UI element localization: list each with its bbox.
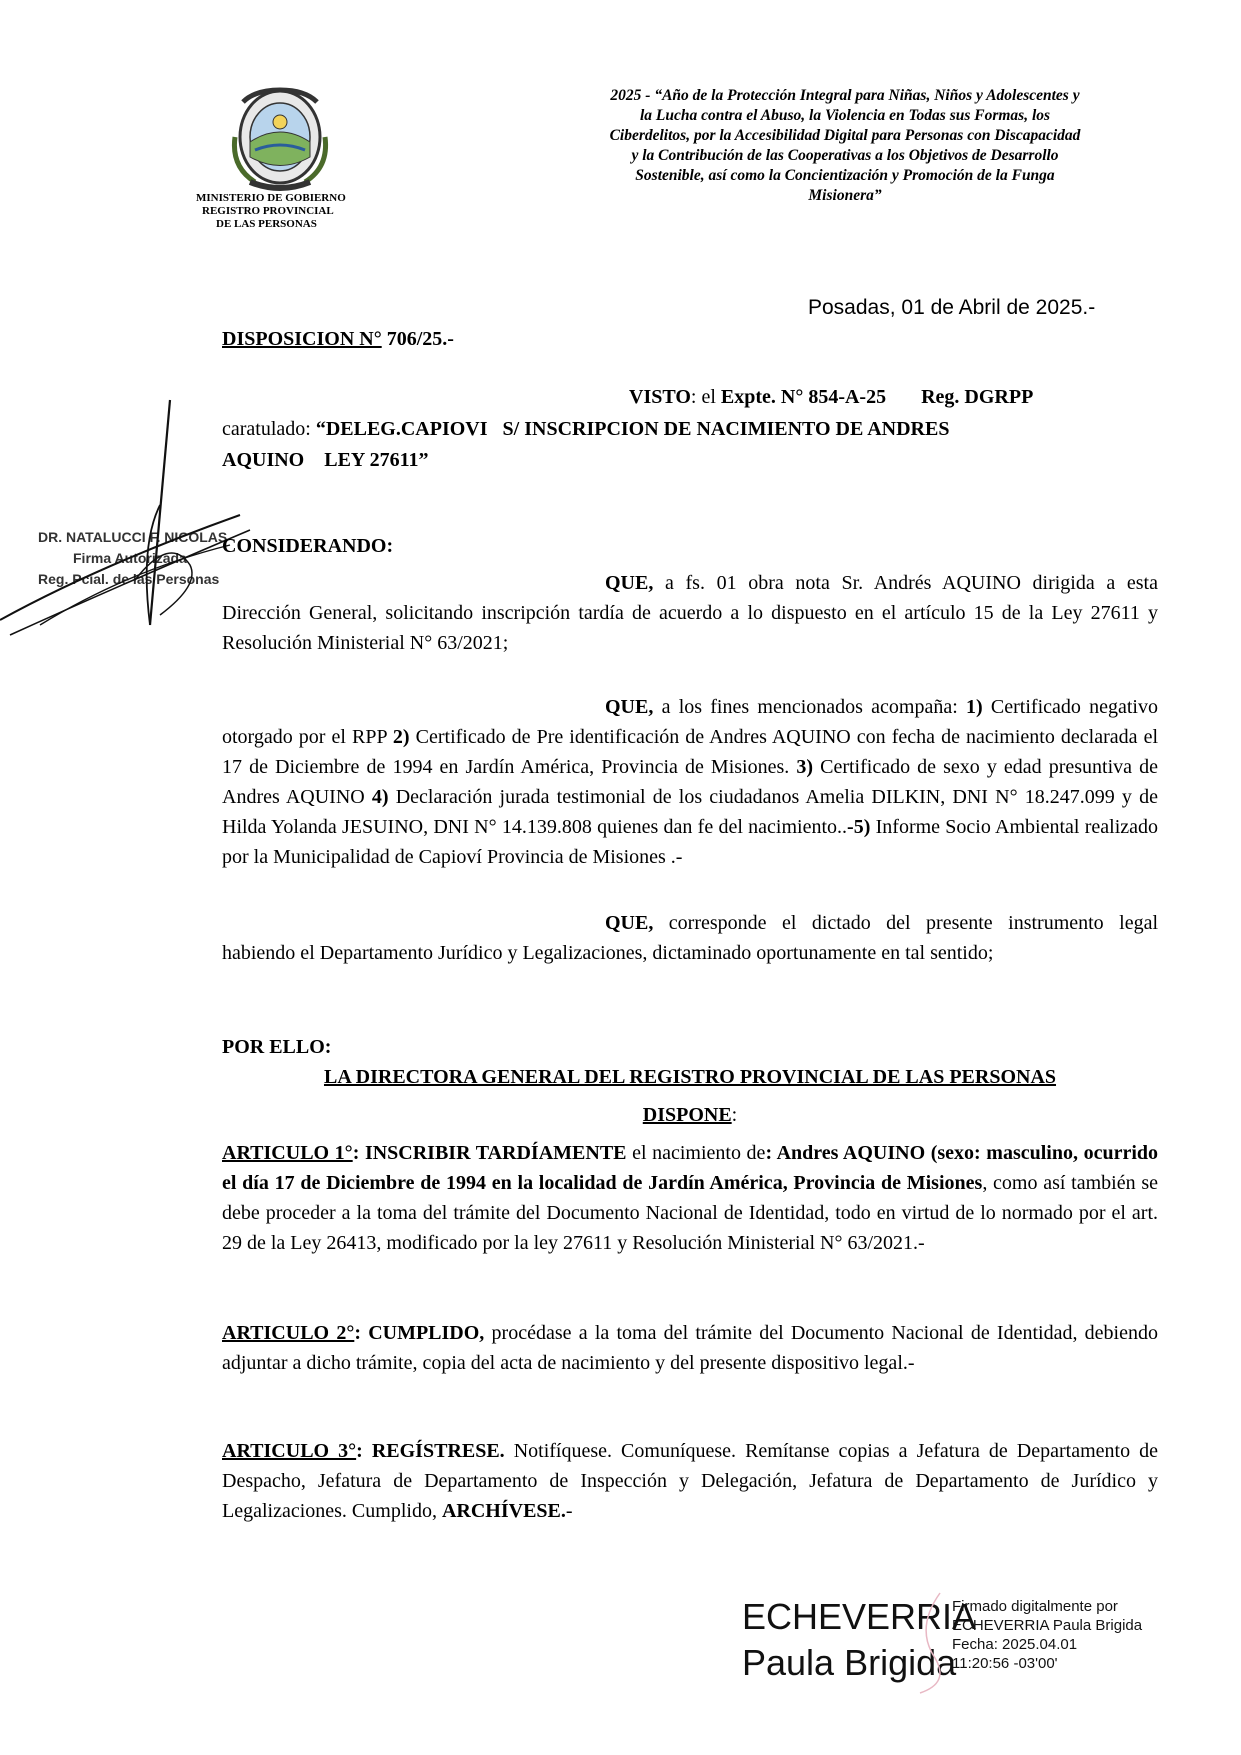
signature-info-line: Firmado digitalmente por [952,1598,1118,1615]
article-text: el nacimiento de [626,1142,766,1164]
dispone-label: DISPONE [642,1104,732,1126]
handwritten-signature [0,395,260,655]
que-text: Informe Socio Ambiental realizado por la Municipalidad de Capioví Provincia de Misiones .- [222,816,1159,868]
stamp-line: Firma Autorizada [73,550,187,566]
article-text: procédase a la toma del trámite del Documento Nacional de Identidad, debiendo adjuntar a dicho trámite, copia del acta de nacimiento y del presente dispositivo legal.- [222,1322,1158,1374]
ministry-line: REGISTRO PROVINCIAL [202,205,334,217]
que-text: Certificado de sexo y edad presuntiva de Andres AQUINO [222,756,1158,808]
ministry-heading [196,192,376,231]
signature-info-line: ECHEVERRIA Paula Brigida [952,1617,1143,1634]
year-motto [565,86,1125,206]
que-label: QUE, [605,696,654,718]
signature-flourish [905,1588,955,1698]
signer-surname: ECHEVERRIA [742,1596,977,1637]
motto-line: 2025 - “Año de la Protección Integral para Niñas, Niños y Adolescentes y [610,87,1080,104]
que-text: Certificado negativo otorgado por el RPP [222,696,1158,748]
dispone-heading [222,1104,1158,1127]
article-label: ARTICULO 3° [222,1440,357,1462]
directora-heading [222,1066,1158,1089]
province-seal-logo [225,82,335,192]
que-paragraph-1 [222,568,1158,658]
por-ello-heading: POR ELLO: [222,1036,332,1058]
directora-text: LA DIRECTORA GENERAL DEL REGISTRO PROVINCIAL DE LAS PERSONAS [323,1066,1057,1088]
document-date: Posadas, 01 de Abril de 2025.- [808,296,1096,319]
visto-label: VISTO [629,386,691,408]
disposition-number [222,328,454,351]
motto-line: Sostenible, así como la Concientización y Promoción de la Funga [635,167,1055,184]
que-label: QUE, [605,912,654,934]
que-label: QUE, [605,572,654,594]
article-text: Notifíquese. Comuníquese. Remítanse copias a Jefatura de Departamento de Despacho, Jefatura de Departamento de Inspección y Delegación, Jefatura de Departamento de Jurídico y Legalizaciones. Cumplido, [222,1440,1158,1522]
stamp-line: DR. NATALUCCI F. NICOLAS [38,529,228,545]
dispone-colon: : [731,1104,738,1126]
motto-line: Ciberdelitos, por la Accesibilidad Digital para Personas con Discapacidad [609,127,1081,144]
case-title-line: AQUINO LEY 27611” [222,449,429,471]
motto-line: y la Contribución de las Cooperativas a los Objetivos de Desarrollo [631,147,1059,164]
article-colon: : [354,1322,369,1344]
item-number: -5) [847,816,871,838]
ministry-line: MINISTERIO DE GOBIERNO [196,192,346,204]
que-text: Declaración jurada testimonial de los ciudadanos Amelia DILKIN, DNI N° 18.247.099 y de Hilda Yolanda JESUINO, DNI N° 14.139.808 quienes dan fe del nacimiento.. [222,786,1158,838]
item-number: 4) [371,786,389,808]
registry-code: Reg. DGRPP [921,386,1034,408]
article-colon: : [356,1440,372,1462]
article-colon: : [352,1142,365,1164]
motto-line: la Lucha contra el Abuso, la Violencia en Todas sus Formas, los [639,107,1051,124]
que-text: a los fines mencionados acompaña: [653,696,967,718]
article-bold-text: CUMPLIDO, [368,1322,485,1344]
disposition-value: 706/25.- [381,328,454,350]
case-title-line: “DELEG.CAPIOVI S/ INSCRIPCION DE NACIMIENTO DE ANDRES [315,418,950,440]
article-label: ARTICULO 1° [222,1142,353,1164]
ministry-line: DE LAS PERSONAS [216,218,317,230]
article-bold-text: REGÍSTRESE. [371,1440,505,1462]
caratulado-label: caratulado: [222,418,316,440]
stamp-line: Reg. Pcial. de las Personas [38,571,220,587]
expediente-number: Expte. N° 854-A-25 [720,386,887,408]
article-2 [222,1318,1158,1378]
article-label: ARTICULO 2° [222,1322,355,1344]
item-number: 2) [392,726,410,748]
item-number: 3) [796,756,814,778]
case-title [222,414,949,476]
article-bold-text: INSCRIBIR TARDÍAMENTE [364,1142,627,1164]
que-text: Certificado de Pre identificación de Andres AQUINO con fecha de nacimiento declarada el 17 de Diciembre de 1994 en Jardín América, Provincia de Misiones. [222,726,1159,778]
signer-given-name: Paula Brigida [742,1642,957,1683]
article-bold-text: ARCHÍVESE. [441,1500,566,1522]
item-number: 1) [966,696,983,718]
motto-line: Misionera” [808,187,882,204]
article-3 [222,1436,1158,1526]
visto-line [629,386,1033,409]
considerando-heading: CONSIDERANDO: [222,535,394,557]
que-paragraph-3 [222,908,1158,968]
visto-gap [886,386,921,408]
article-1 [222,1138,1158,1258]
que-text: a fs. 01 obra nota Sr. Andrés AQUINO dirigida a esta Dirección General, solicitando inscripción tardía de acuerdo a lo dispuesto en el artículo 15 de la Ley 27611 y Resolución Ministerial N° 63/2021; [222,572,1158,654]
que-text: corresponde el dictado del presente instrumento legal habiendo el Departamento Jurídico y Legalizaciones, dictaminado oportunamente en tal sentido; [222,912,1158,964]
article-text: , como así también se debe proceder a la toma del trámite del Documento Nacional de Identidad, todo en virtud de lo normado por el art. 29 de la Ley 26413, modificado por la ley 27611 y Resolución Ministerial N° 63/2021.- [222,1172,1159,1254]
signature-info-line: Fecha: 2025.04.01 [952,1636,1078,1653]
que-paragraph-2 [222,692,1158,872]
article-text: - [565,1500,573,1522]
signature-info-line: 11:20:56 -03'00' [952,1655,1058,1672]
digital-signature-info [952,1597,1142,1673]
disposition-label: DISPOSICION N° [222,328,382,350]
article-bold-text: : Andres AQUINO (sexo: masculino, ocurrido el día 17 de Diciembre de 1994 en la localidad de Jardín América, Provincia de Misiones [222,1142,1159,1194]
visto-text: : el [690,386,721,408]
